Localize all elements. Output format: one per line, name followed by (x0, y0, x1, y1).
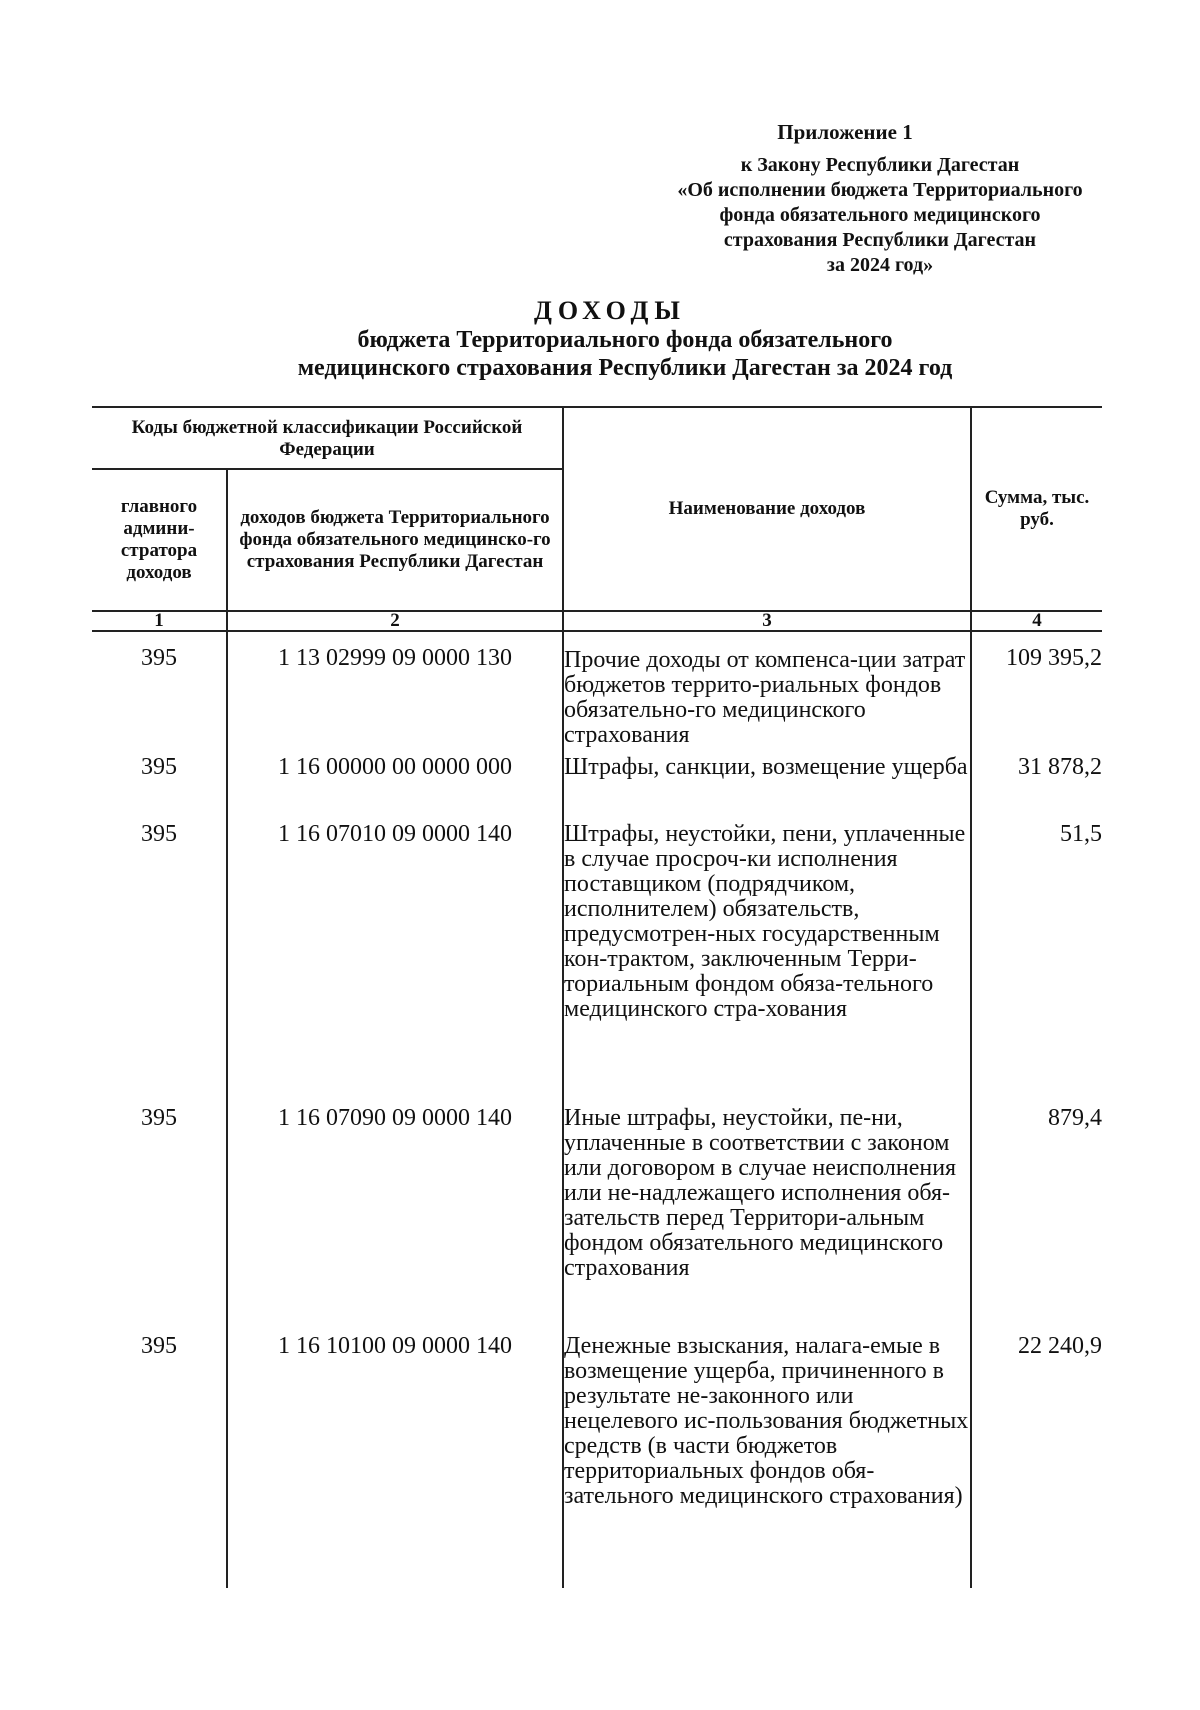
table-row (92, 631, 1102, 755)
annex-line: страхования Республики Дагестан (723, 229, 1037, 251)
income-code: 1 13 02999 09 0000 130 (227, 631, 563, 755)
admin-code: 395 (141, 754, 177, 780)
document-subtitle-line-1: бюджета Территориального фонда обязательного (357, 327, 893, 353)
admin-code: 395 (141, 645, 177, 671)
annex-line: «Об исполнении бюджета Территориального (677, 179, 1083, 201)
income-name: Иные штрафы, неустойки, пе-ни, уплаченные в соответствии с законом или договором в случае неисполнения или не-надлежащего исполнения обя-зательств перед Территори-альным фондом обязательного медицинского страхования (563, 1106, 971, 1334)
income-sum: 51,5 (971, 822, 1102, 1106)
document-subtitle-line-2: медицинского страхования Республики Дагестан за 2024 год (297, 355, 953, 381)
header-main-administrator: главного админи-стратора доходов (120, 496, 198, 583)
header-classification-codes: Коды бюджетной классификации Российской Федерации (92, 407, 563, 469)
income-code: 1 16 00000 00 0000 000 (227, 755, 563, 822)
annex-block (620, 120, 1140, 278)
table-row (92, 1334, 1102, 1588)
revenue-table (92, 406, 1102, 1588)
income-name: Штрафы, неустойки, пени, уплаченные в случае просроч-ки исполнения поставщиком (подрядчиком, исполнителем) обязательств, предусмотрен-ных государственным кон-трактом, заключенным Терри-ториальным фондом обяза-тельного медицинского стра-хования (563, 822, 971, 1106)
income-name: Штрафы, санкции, возмещение ущерба (563, 755, 971, 822)
column-number: 1 (92, 611, 227, 631)
table-row (92, 822, 1102, 1106)
header-sum: Сумма, тыс. руб. (971, 407, 1102, 611)
document-heading (0, 296, 1200, 382)
income-code: 1 16 07010 09 0000 140 (227, 822, 563, 1106)
column-number: 4 (971, 611, 1102, 631)
income-name: Денежные взыскания, налага-емые в возмещение ущерба, причиненного в результате не-законного или нецелевого ис-пользования бюджетных средств (в части бюджетов территориальных фондов обя-зательного медицинского страхования) (563, 1334, 971, 1588)
income-sum: 109 395,2 (971, 631, 1102, 755)
table-row (92, 755, 1102, 822)
income-code: 1 16 07090 09 0000 140 (227, 1106, 563, 1334)
admin-code: 395 (141, 1105, 177, 1131)
column-number: 3 (563, 611, 971, 631)
annex-title: Приложение 1 (777, 120, 913, 144)
annex-line: к Закону Республики Дагестан (740, 154, 1020, 176)
admin-code: 395 (141, 1333, 177, 1359)
document-title: ДОХОДЫ (534, 296, 686, 325)
admin-code: 395 (141, 821, 177, 847)
header-income-code: доходов бюджета Территориального фонда обязательного медицинско-го страхования Республики Дагестан (227, 469, 563, 611)
column-number: 2 (227, 611, 563, 631)
annex-line: за 2024 год» (826, 254, 934, 276)
income-sum: 879,4 (971, 1106, 1102, 1334)
income-name: Прочие доходы от компенса-ции затрат бюджетов террито-риальных фондов обязательно-го медицинского страхования (563, 631, 971, 755)
table-row (92, 1106, 1102, 1334)
income-sum: 31 878,2 (971, 755, 1102, 822)
income-code: 1 16 10100 09 0000 140 (227, 1334, 563, 1588)
header-income-name: Наименование доходов (563, 407, 971, 611)
annex-line: фонда обязательного медицинского (719, 204, 1041, 226)
income-sum: 22 240,9 (971, 1334, 1102, 1588)
